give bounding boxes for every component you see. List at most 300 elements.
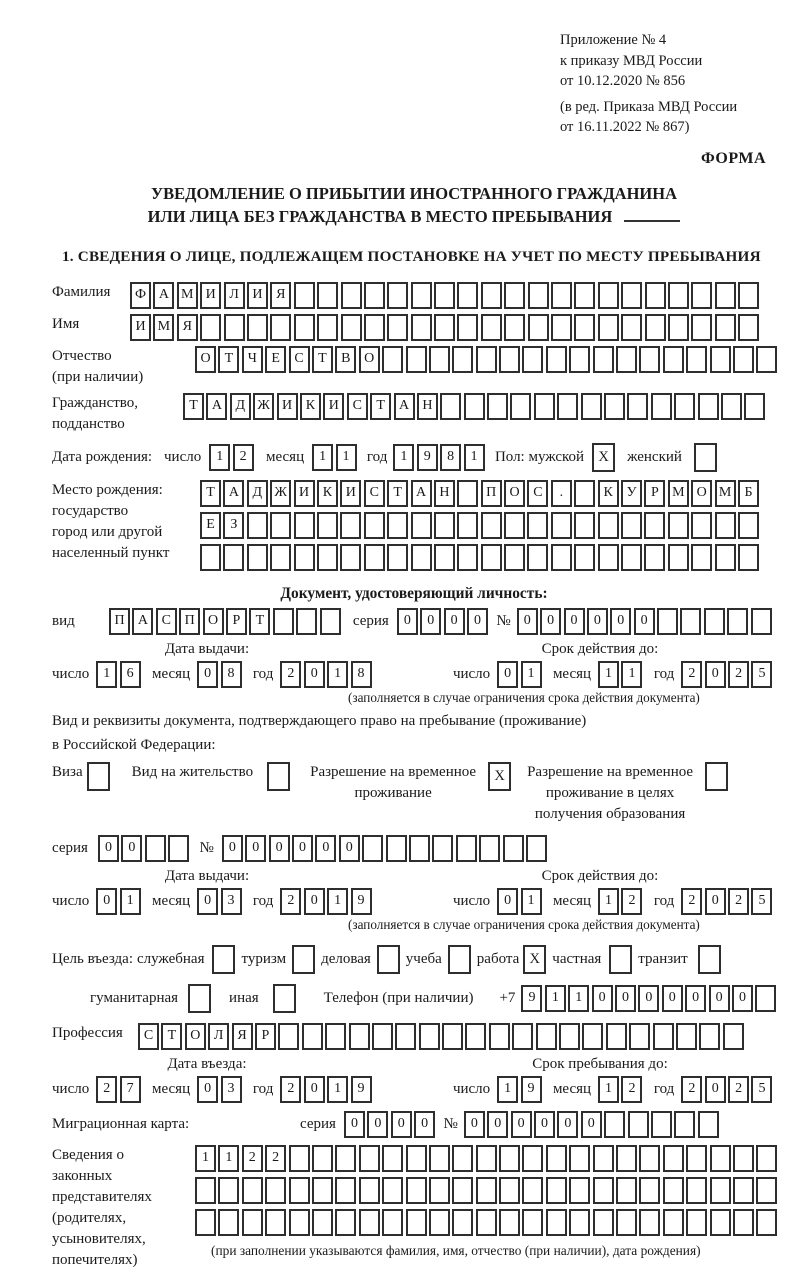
char-cell[interactable]: А (132, 608, 153, 635)
char-cell[interactable] (691, 512, 712, 539)
char-cell[interactable] (639, 1209, 660, 1236)
char-cell[interactable] (289, 1177, 310, 1204)
char-cell[interactable]: Е (265, 346, 286, 373)
char-cell[interactable] (574, 282, 595, 309)
char-cell[interactable] (668, 512, 689, 539)
char-cell[interactable] (604, 393, 625, 420)
birth-day-cells[interactable] (209, 444, 256, 471)
char-cell[interactable] (628, 1111, 649, 1138)
char-cell[interactable] (434, 314, 455, 341)
char-cell[interactable]: 1 (598, 661, 619, 688)
char-cell[interactable] (512, 1023, 533, 1050)
char-cell[interactable] (429, 1177, 450, 1204)
char-cell[interactable] (503, 835, 524, 862)
char-cell[interactable]: 0 (705, 1076, 726, 1103)
char-cell[interactable] (645, 314, 666, 341)
visa-checkbox[interactable] (87, 762, 110, 791)
char-cell[interactable]: Т (370, 393, 391, 420)
char-cell[interactable] (273, 608, 294, 635)
char-cell[interactable] (522, 346, 543, 373)
char-cell[interactable]: 1 (497, 1076, 518, 1103)
residence-permit-checkbox[interactable] (267, 762, 290, 791)
char-cell[interactable]: 0 (414, 1111, 435, 1138)
char-cell[interactable]: С (347, 393, 368, 420)
char-cell[interactable] (657, 608, 678, 635)
char-cell[interactable] (738, 314, 759, 341)
char-cell[interactable]: 0 (367, 1111, 388, 1138)
char-cell[interactable]: 0 (705, 888, 726, 915)
char-cell[interactable] (456, 835, 477, 862)
char-cell[interactable]: 2 (621, 888, 642, 915)
birth-year-cells[interactable] (393, 444, 487, 471)
char-cell[interactable]: 1 (598, 1076, 619, 1103)
char-cell[interactable]: 1 (621, 661, 642, 688)
char-cell[interactable] (686, 1145, 707, 1172)
profession-cells[interactable] (138, 1023, 746, 1050)
given-name-cells[interactable] (130, 314, 762, 341)
char-cell[interactable] (312, 1209, 333, 1236)
char-cell[interactable]: 0 (634, 608, 655, 635)
char-cell[interactable]: 0 (304, 661, 325, 688)
char-cell[interactable] (457, 480, 478, 507)
char-cell[interactable] (546, 346, 567, 373)
char-cell[interactable] (312, 1177, 333, 1204)
char-cell[interactable] (200, 544, 221, 571)
char-cell[interactable] (710, 346, 731, 373)
char-cell[interactable] (270, 314, 291, 341)
char-cell[interactable]: 0 (557, 1111, 578, 1138)
char-cell[interactable]: Р (255, 1023, 276, 1050)
residence-expiry-day-cells[interactable] (497, 888, 544, 915)
char-cell[interactable]: 2 (728, 1076, 749, 1103)
char-cell[interactable]: О (691, 480, 712, 507)
char-cell[interactable] (721, 393, 742, 420)
char-cell[interactable]: 9 (417, 444, 438, 471)
char-cell[interactable] (340, 512, 361, 539)
char-cell[interactable] (434, 282, 455, 309)
char-cell[interactable] (465, 1023, 486, 1050)
char-cell[interactable] (325, 1023, 346, 1050)
char-cell[interactable] (387, 544, 408, 571)
char-cell[interactable]: И (247, 282, 268, 309)
char-cell[interactable] (733, 346, 754, 373)
char-cell[interactable] (698, 1111, 719, 1138)
residence-number-cells[interactable] (222, 835, 549, 862)
char-cell[interactable] (691, 314, 712, 341)
char-cell[interactable] (522, 1209, 543, 1236)
char-cell[interactable] (406, 1145, 427, 1172)
char-cell[interactable]: Я (232, 1023, 253, 1050)
char-cell[interactable]: З (223, 512, 244, 539)
char-cell[interactable]: 0 (339, 835, 360, 862)
char-cell[interactable]: Т (183, 393, 204, 420)
char-cell[interactable] (340, 544, 361, 571)
char-cell[interactable] (715, 282, 736, 309)
char-cell[interactable] (434, 544, 455, 571)
char-cell[interactable] (341, 314, 362, 341)
char-cell[interactable] (645, 282, 666, 309)
char-cell[interactable]: О (504, 480, 525, 507)
purpose-study-checkbox[interactable] (448, 945, 471, 974)
char-cell[interactable] (663, 1177, 684, 1204)
identity-issue-year-cells[interactable] (280, 661, 374, 688)
char-cell[interactable] (755, 985, 776, 1012)
char-cell[interactable] (715, 314, 736, 341)
char-cell[interactable] (481, 314, 502, 341)
char-cell[interactable] (668, 314, 689, 341)
char-cell[interactable] (479, 835, 500, 862)
char-cell[interactable] (382, 1145, 403, 1172)
stay-year-cells[interactable] (681, 1076, 775, 1103)
residence-issue-day-cells[interactable] (96, 888, 143, 915)
char-cell[interactable]: 2 (621, 1076, 642, 1103)
purpose-tourism-checkbox[interactable] (292, 945, 315, 974)
char-cell[interactable] (527, 544, 548, 571)
char-cell[interactable] (569, 1177, 590, 1204)
char-cell[interactable]: 9 (351, 888, 372, 915)
char-cell[interactable] (359, 1177, 380, 1204)
char-cell[interactable]: И (277, 393, 298, 420)
char-cell[interactable] (382, 346, 403, 373)
char-cell[interactable] (546, 1145, 567, 1172)
char-cell[interactable]: 0 (581, 1111, 602, 1138)
char-cell[interactable]: 0 (587, 608, 608, 635)
char-cell[interactable]: 9 (521, 985, 542, 1012)
char-cell[interactable]: 0 (222, 835, 243, 862)
char-cell[interactable]: 0 (245, 835, 266, 862)
char-cell[interactable] (756, 1177, 777, 1204)
char-cell[interactable] (489, 1023, 510, 1050)
char-cell[interactable] (710, 1145, 731, 1172)
phone-cells[interactable] (521, 985, 778, 1012)
char-cell[interactable]: М (715, 480, 736, 507)
char-cell[interactable] (278, 1023, 299, 1050)
char-cell[interactable] (382, 1209, 403, 1236)
stay-day-cells[interactable] (497, 1076, 544, 1103)
char-cell[interactable]: А (411, 480, 432, 507)
entry-month-cells[interactable] (197, 1076, 244, 1103)
char-cell[interactable] (756, 1145, 777, 1172)
char-cell[interactable]: 2 (728, 888, 749, 915)
char-cell[interactable]: И (323, 393, 344, 420)
char-cell[interactable] (499, 1177, 520, 1204)
char-cell[interactable] (527, 512, 548, 539)
char-cell[interactable]: 0 (564, 608, 585, 635)
char-cell[interactable]: 1 (336, 444, 357, 471)
char-cell[interactable] (704, 608, 725, 635)
char-cell[interactable]: 1 (312, 444, 333, 471)
char-cell[interactable] (499, 1145, 520, 1172)
char-cell[interactable] (569, 1209, 590, 1236)
char-cell[interactable] (200, 314, 221, 341)
char-cell[interactable] (733, 1177, 754, 1204)
char-cell[interactable] (429, 346, 450, 373)
char-cell[interactable]: 1 (120, 888, 141, 915)
char-cell[interactable] (639, 1145, 660, 1172)
char-cell[interactable]: 5 (751, 1076, 772, 1103)
char-cell[interactable] (557, 393, 578, 420)
char-cell[interactable]: 0 (344, 1111, 365, 1138)
purpose-work-checkbox[interactable]: X (523, 945, 546, 974)
entry-day-cells[interactable] (96, 1076, 143, 1103)
char-cell[interactable] (504, 314, 525, 341)
char-cell[interactable] (574, 544, 595, 571)
char-cell[interactable] (320, 608, 341, 635)
residence-expiry-year-cells[interactable] (681, 888, 775, 915)
doc-seriya-cells[interactable] (397, 608, 491, 635)
char-cell[interactable]: 8 (351, 661, 372, 688)
char-cell[interactable] (395, 1023, 416, 1050)
char-cell[interactable]: 0 (197, 661, 218, 688)
char-cell[interactable]: Ф (130, 282, 151, 309)
char-cell[interactable] (429, 1209, 450, 1236)
char-cell[interactable]: У (621, 480, 642, 507)
char-cell[interactable]: 3 (221, 888, 242, 915)
char-cell[interactable]: 2 (242, 1145, 263, 1172)
char-cell[interactable] (686, 1177, 707, 1204)
char-cell[interactable]: Ж (253, 393, 274, 420)
char-cell[interactable]: 1 (327, 1076, 348, 1103)
char-cell[interactable] (452, 1177, 473, 1204)
char-cell[interactable] (452, 346, 473, 373)
char-cell[interactable] (616, 1177, 637, 1204)
char-cell[interactable] (387, 314, 408, 341)
residence-expiry-month-cells[interactable] (598, 888, 645, 915)
char-cell[interactable] (733, 1209, 754, 1236)
char-cell[interactable]: М (668, 480, 689, 507)
char-cell[interactable]: Т (200, 480, 221, 507)
char-cell[interactable] (317, 314, 338, 341)
char-cell[interactable]: 9 (351, 1076, 372, 1103)
char-cell[interactable] (270, 512, 291, 539)
char-cell[interactable]: В (335, 346, 356, 373)
char-cell[interactable] (411, 314, 432, 341)
char-cell[interactable] (145, 835, 166, 862)
char-cell[interactable]: 0 (464, 1111, 485, 1138)
char-cell[interactable] (341, 282, 362, 309)
stay-month-cells[interactable] (598, 1076, 645, 1103)
char-cell[interactable] (452, 1145, 473, 1172)
char-cell[interactable]: 2 (233, 444, 254, 471)
char-cell[interactable] (294, 282, 315, 309)
char-cell[interactable] (738, 282, 759, 309)
char-cell[interactable] (499, 346, 520, 373)
char-cell[interactable]: 0 (444, 608, 465, 635)
char-cell[interactable] (593, 346, 614, 373)
birth-place-cells-1[interactable] (200, 480, 761, 507)
char-cell[interactable] (606, 1023, 627, 1050)
migration-number-cells[interactable] (464, 1111, 721, 1138)
char-cell[interactable] (751, 608, 772, 635)
char-cell[interactable]: 0 (705, 661, 726, 688)
char-cell[interactable] (691, 282, 712, 309)
char-cell[interactable] (551, 314, 572, 341)
char-cell[interactable]: О (359, 346, 380, 373)
char-cell[interactable]: 8 (221, 661, 242, 688)
char-cell[interactable] (663, 1145, 684, 1172)
char-cell[interactable]: 0 (397, 608, 418, 635)
char-cell[interactable] (551, 282, 572, 309)
char-cell[interactable] (663, 346, 684, 373)
char-cell[interactable]: Ж (270, 480, 291, 507)
char-cell[interactable] (386, 835, 407, 862)
residence-seriya-cells[interactable] (98, 835, 192, 862)
purpose-transit-checkbox[interactable] (698, 945, 721, 974)
char-cell[interactable]: Д (247, 480, 268, 507)
char-cell[interactable] (723, 1023, 744, 1050)
char-cell[interactable] (574, 480, 595, 507)
char-cell[interactable] (265, 1177, 286, 1204)
char-cell[interactable]: С (138, 1023, 159, 1050)
char-cell[interactable]: О (185, 1023, 206, 1050)
char-cell[interactable] (296, 608, 317, 635)
char-cell[interactable] (629, 1023, 650, 1050)
char-cell[interactable] (616, 346, 637, 373)
char-cell[interactable] (294, 544, 315, 571)
char-cell[interactable]: А (206, 393, 227, 420)
char-cell[interactable] (604, 1111, 625, 1138)
char-cell[interactable]: 0 (391, 1111, 412, 1138)
char-cell[interactable] (409, 835, 430, 862)
char-cell[interactable] (710, 1177, 731, 1204)
char-cell[interactable] (406, 1177, 427, 1204)
char-cell[interactable]: И (340, 480, 361, 507)
char-cell[interactable] (546, 1177, 567, 1204)
char-cell[interactable]: П (179, 608, 200, 635)
char-cell[interactable]: 0 (662, 985, 683, 1012)
representatives-cells-3[interactable] (195, 1209, 780, 1236)
char-cell[interactable] (627, 393, 648, 420)
char-cell[interactable] (738, 544, 759, 571)
char-cell[interactable] (528, 314, 549, 341)
char-cell[interactable] (242, 1177, 263, 1204)
identity-expiry-day-cells[interactable] (497, 661, 544, 688)
char-cell[interactable]: М (177, 282, 198, 309)
char-cell[interactable] (481, 544, 502, 571)
char-cell[interactable] (504, 512, 525, 539)
char-cell[interactable]: Р (644, 480, 665, 507)
char-cell[interactable] (574, 512, 595, 539)
char-cell[interactable] (733, 1145, 754, 1172)
char-cell[interactable] (335, 1145, 356, 1172)
char-cell[interactable]: 0 (96, 888, 117, 915)
char-cell[interactable] (621, 544, 642, 571)
char-cell[interactable] (476, 1145, 497, 1172)
char-cell[interactable]: 1 (545, 985, 566, 1012)
char-cell[interactable] (639, 346, 660, 373)
char-cell[interactable] (317, 544, 338, 571)
purpose-business-checkbox[interactable] (212, 945, 235, 974)
char-cell[interactable]: 0 (592, 985, 613, 1012)
char-cell[interactable] (247, 544, 268, 571)
char-cell[interactable]: И (294, 480, 315, 507)
char-cell[interactable] (289, 1209, 310, 1236)
char-cell[interactable] (302, 1023, 323, 1050)
char-cell[interactable] (680, 608, 701, 635)
char-cell[interactable] (522, 1145, 543, 1172)
char-cell[interactable] (411, 512, 432, 539)
residence-issue-month-cells[interactable] (197, 888, 244, 915)
char-cell[interactable] (335, 1209, 356, 1236)
char-cell[interactable]: П (109, 608, 130, 635)
char-cell[interactable] (265, 1209, 286, 1236)
char-cell[interactable] (621, 314, 642, 341)
char-cell[interactable]: 1 (209, 444, 230, 471)
char-cell[interactable]: 0 (732, 985, 753, 1012)
char-cell[interactable]: Б (738, 480, 759, 507)
birth-place-cells-3[interactable] (200, 544, 761, 571)
char-cell[interactable]: Я (270, 282, 291, 309)
char-cell[interactable] (218, 1209, 239, 1236)
representatives-cells-1[interactable] (195, 1145, 780, 1172)
char-cell[interactable]: Т (218, 346, 239, 373)
char-cell[interactable] (663, 1209, 684, 1236)
char-cell[interactable] (710, 1209, 731, 1236)
char-cell[interactable]: 1 (393, 444, 414, 471)
char-cell[interactable] (457, 512, 478, 539)
char-cell[interactable] (698, 393, 719, 420)
char-cell[interactable]: 0 (615, 985, 636, 1012)
char-cell[interactable]: 1 (464, 444, 485, 471)
char-cell[interactable]: 9 (521, 1076, 542, 1103)
char-cell[interactable] (168, 835, 189, 862)
char-cell[interactable] (569, 1145, 590, 1172)
char-cell[interactable] (457, 314, 478, 341)
char-cell[interactable] (651, 393, 672, 420)
char-cell[interactable] (534, 393, 555, 420)
char-cell[interactable] (593, 1177, 614, 1204)
identity-expiry-year-cells[interactable] (681, 661, 775, 688)
char-cell[interactable]: 0 (497, 888, 518, 915)
char-cell[interactable] (598, 314, 619, 341)
char-cell[interactable] (294, 314, 315, 341)
char-cell[interactable] (616, 1209, 637, 1236)
char-cell[interactable] (756, 1209, 777, 1236)
char-cell[interactable]: 2 (265, 1145, 286, 1172)
entry-year-cells[interactable] (280, 1076, 374, 1103)
char-cell[interactable] (317, 282, 338, 309)
char-cell[interactable] (476, 1177, 497, 1204)
char-cell[interactable] (387, 282, 408, 309)
char-cell[interactable]: Т (312, 346, 333, 373)
citizenship-cells[interactable] (183, 393, 768, 420)
char-cell[interactable] (224, 314, 245, 341)
char-cell[interactable] (359, 1209, 380, 1236)
char-cell[interactable] (621, 282, 642, 309)
char-cell[interactable] (442, 1023, 463, 1050)
char-cell[interactable] (364, 314, 385, 341)
char-cell[interactable] (362, 835, 383, 862)
char-cell[interactable] (569, 346, 590, 373)
char-cell[interactable] (598, 512, 619, 539)
purpose-private-checkbox[interactable] (609, 945, 632, 974)
char-cell[interactable]: Л (208, 1023, 229, 1050)
char-cell[interactable]: 0 (487, 1111, 508, 1138)
char-cell[interactable] (744, 393, 765, 420)
char-cell[interactable] (457, 544, 478, 571)
char-cell[interactable] (581, 393, 602, 420)
char-cell[interactable] (434, 512, 455, 539)
char-cell[interactable]: С (156, 608, 177, 635)
char-cell[interactable]: 1 (327, 661, 348, 688)
char-cell[interactable]: 2 (681, 1076, 702, 1103)
char-cell[interactable]: Т (387, 480, 408, 507)
char-cell[interactable] (644, 512, 665, 539)
char-cell[interactable] (674, 393, 695, 420)
purpose-humanitarian-checkbox[interactable] (188, 984, 211, 1013)
char-cell[interactable]: А (153, 282, 174, 309)
char-cell[interactable]: К (317, 480, 338, 507)
